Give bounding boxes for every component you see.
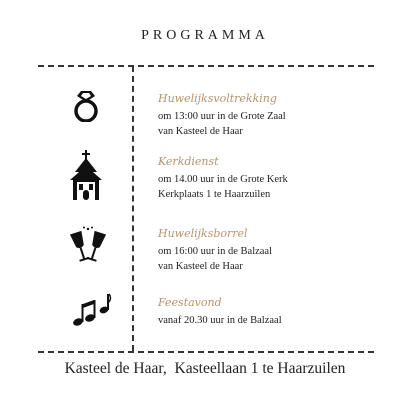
event-detail: om 13:00 uur in de Grote Zaal [158, 111, 286, 122]
top-divider [38, 65, 374, 67]
music-notes-icon [72, 292, 112, 330]
event-item [158, 296, 282, 328]
event-title: Kerkdienst [158, 155, 219, 168]
event-detail: om 14.00 uur in de Grote Kerk [158, 174, 288, 185]
event-title: Huwelijksborrel [158, 227, 248, 240]
ring-icon [72, 88, 100, 122]
event-detail: vanaf 20.30 uur in de Balzaal [158, 315, 282, 326]
event-item [158, 227, 272, 274]
page-title: PROGRAMMA [141, 28, 269, 43]
champagne-glasses-icon [70, 226, 106, 268]
vertical-divider [132, 66, 134, 351]
event-detail: van Kasteel de Haar [158, 261, 243, 272]
event-detail: Kerkplaats 1 te Haarzuilen [158, 189, 271, 200]
bottom-divider [38, 351, 374, 353]
event-detail: om 16:00 uur in de Balzaal [158, 246, 273, 257]
event-detail: van Kasteel de Haar [158, 126, 243, 137]
venue-address: Kasteel de Haar, Kasteellaan 1 te Haarzuilen [64, 360, 346, 377]
event-item [158, 155, 288, 202]
event-title: Feestavond [158, 296, 222, 309]
event-item [158, 92, 286, 139]
event-title: Huwelijksvoltrekking [158, 92, 277, 105]
church-icon [68, 150, 104, 202]
